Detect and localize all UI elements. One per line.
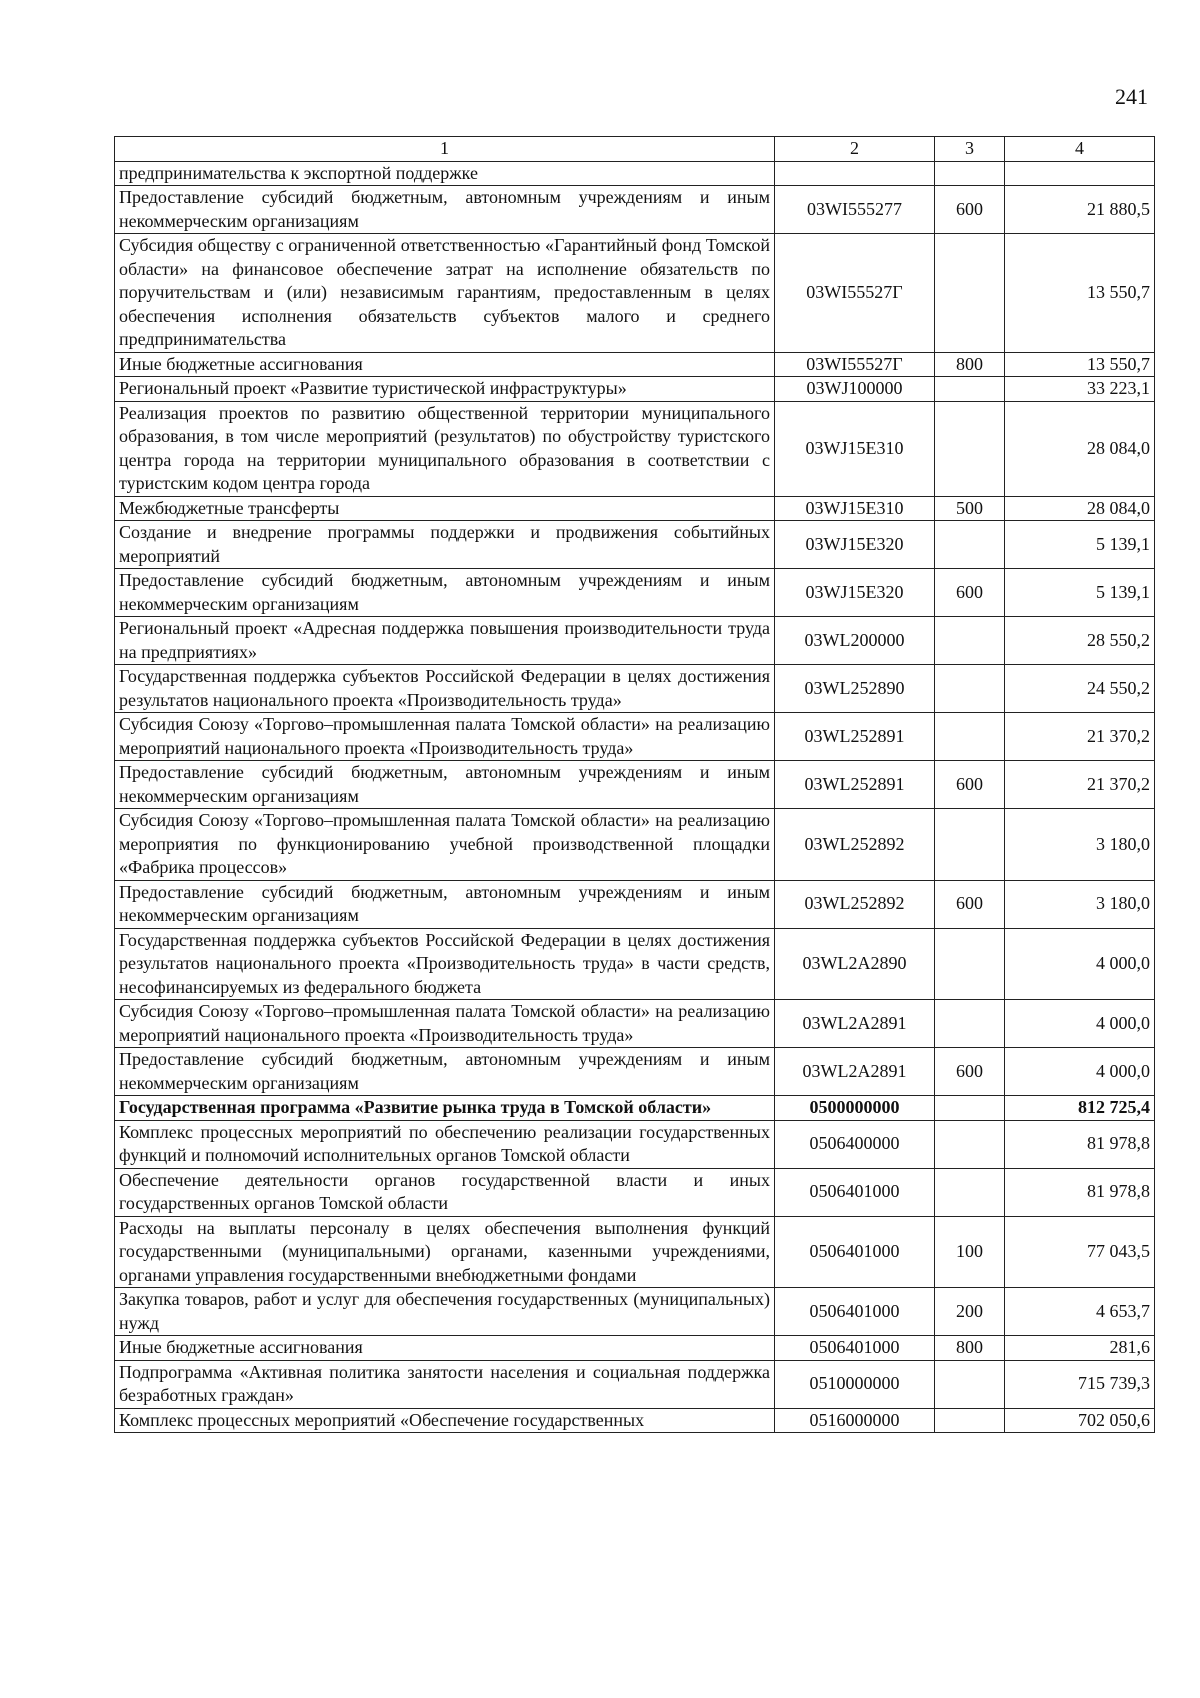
table-row: [115, 1360, 1155, 1408]
row-name-cell: Реализация проектов по развитию общественной территории муниципального образования, в том числе мероприятий (результатов) по обустройству туристского центра города на территории муниципального образования в соответствии с туристским кодом центра города: [115, 401, 775, 496]
row-code-cell: 0506401000: [775, 1216, 935, 1288]
row-type-cell: [935, 1360, 1005, 1408]
row-code-cell: 03WJ15E310: [775, 401, 935, 496]
row-code-cell: 03WL2A2890: [775, 928, 935, 1000]
row-type-cell: [935, 521, 1005, 569]
row-code-cell: 03WL252891: [775, 713, 935, 761]
row-type-cell: [935, 665, 1005, 713]
row-type-cell: [935, 1408, 1005, 1433]
row-code-cell: 0500000000: [775, 1096, 935, 1121]
row-code-cell: 0506401000: [775, 1168, 935, 1216]
table-row: [115, 521, 1155, 569]
row-amount-cell: [1005, 161, 1155, 186]
row-amount-cell: 33 223,1: [1005, 377, 1155, 402]
table-row: [115, 401, 1155, 496]
row-type-cell: 800: [935, 1336, 1005, 1361]
row-type-cell: [935, 161, 1005, 186]
table-row: [115, 1120, 1155, 1168]
budget-table: [114, 136, 1155, 1433]
row-code-cell: 03WL200000: [775, 617, 935, 665]
table-row: [115, 569, 1155, 617]
table-row: [115, 186, 1155, 234]
row-type-cell: [935, 1096, 1005, 1121]
table-header-row: [115, 137, 1155, 162]
page-number: 241: [1115, 84, 1148, 109]
row-code-cell: 0506400000: [775, 1120, 935, 1168]
row-amount-cell: 4 000,0: [1005, 1048, 1155, 1096]
row-name-cell: Закупка товаров, работ и услуг для обеспечения государственных (муниципальных) нужд: [115, 1288, 775, 1336]
header-col-3: 3: [935, 137, 1005, 162]
row-type-cell: 600: [935, 569, 1005, 617]
table-row: [115, 1000, 1155, 1048]
row-type-cell: [935, 617, 1005, 665]
row-amount-cell: 4 000,0: [1005, 1000, 1155, 1048]
table-row: [115, 161, 1155, 186]
row-name-cell: Субсидия Союзу «Торгово–промышленная палата Томской области» на реализацию мероприятий национального проекта «Производительность труда»: [115, 713, 775, 761]
table-row: [115, 1408, 1155, 1433]
row-amount-cell: 3 180,0: [1005, 809, 1155, 881]
row-amount-cell: 4 653,7: [1005, 1288, 1155, 1336]
row-code-cell: 03WJ15E320: [775, 521, 935, 569]
row-name-cell: Комплекс процессных мероприятий «Обеспечение государственных: [115, 1408, 775, 1433]
row-type-cell: [935, 928, 1005, 1000]
row-code-cell: 03WJ100000: [775, 377, 935, 402]
row-name-cell: Предоставление субсидий бюджетным, автономным учреждениям и иным некоммерческим организациям: [115, 880, 775, 928]
header-col-4: 4: [1005, 137, 1155, 162]
row-amount-cell: 13 550,7: [1005, 234, 1155, 353]
table-row: [115, 665, 1155, 713]
table-row: [115, 496, 1155, 521]
row-name-cell: Предоставление субсидий бюджетным, автономным учреждениям и иным некоммерческим организациям: [115, 186, 775, 234]
table-row: [115, 1216, 1155, 1288]
row-code-cell: 03WI55527Г: [775, 234, 935, 353]
row-amount-cell: 28 550,2: [1005, 617, 1155, 665]
row-type-cell: 600: [935, 880, 1005, 928]
row-code-cell: 03WL2A2891: [775, 1000, 935, 1048]
row-name-cell: Предоставление субсидий бюджетным, автономным учреждениям и иным некоммерческим организациям: [115, 1048, 775, 1096]
row-amount-cell: 702 050,6: [1005, 1408, 1155, 1433]
row-type-cell: 100: [935, 1216, 1005, 1288]
row-amount-cell: 28 084,0: [1005, 496, 1155, 521]
row-amount-cell: 28 084,0: [1005, 401, 1155, 496]
row-amount-cell: 281,6: [1005, 1336, 1155, 1361]
row-code-cell: 03WJ15E320: [775, 569, 935, 617]
row-name-cell: предпринимательства к экспортной поддержке: [115, 161, 775, 186]
table-row: [115, 1048, 1155, 1096]
row-code-cell: 03WL2A2891: [775, 1048, 935, 1096]
row-code-cell: 03WL252890: [775, 665, 935, 713]
table-row: [115, 880, 1155, 928]
row-type-cell: 600: [935, 761, 1005, 809]
row-name-cell: Государственная поддержка субъектов Российской Федерации в целях достижения результатов национального проекта «Производительность труда» в части средств, несофинансируемых из федерального бюджета: [115, 928, 775, 1000]
row-amount-cell: 21 370,2: [1005, 713, 1155, 761]
row-type-cell: 600: [935, 1048, 1005, 1096]
row-type-cell: 500: [935, 496, 1005, 521]
row-name-cell: Создание и внедрение программы поддержки и продвижения событийных мероприятий: [115, 521, 775, 569]
row-type-cell: [935, 1120, 1005, 1168]
row-type-cell: [935, 377, 1005, 402]
row-name-cell: Региональный проект «Адресная поддержка повышения производительности труда на предприятиях»: [115, 617, 775, 665]
row-code-cell: 03WL252891: [775, 761, 935, 809]
row-code-cell: 03WL252892: [775, 809, 935, 881]
row-type-cell: 600: [935, 186, 1005, 234]
table-row: [115, 377, 1155, 402]
row-name-cell: Государственная программа «Развитие рынка труда в Томской области»: [115, 1096, 775, 1121]
table-row: [115, 928, 1155, 1000]
table-row: [115, 713, 1155, 761]
row-name-cell: Комплекс процессных мероприятий по обеспечению реализации государственных функций и полномочий исполнительных органов Томской области: [115, 1120, 775, 1168]
row-code-cell: [775, 161, 935, 186]
row-name-cell: Иные бюджетные ассигнования: [115, 352, 775, 377]
table-row: [115, 352, 1155, 377]
row-name-cell: Субсидия Союзу «Торгово–промышленная палата Томской области» на реализацию мероприятия по функционированию учебной производственной площадки «Фабрика процессов»: [115, 809, 775, 881]
row-code-cell: 03WI55527Г: [775, 352, 935, 377]
row-type-cell: 200: [935, 1288, 1005, 1336]
row-name-cell: Предоставление субсидий бюджетным, автономным учреждениям и иным некоммерческим организациям: [115, 569, 775, 617]
row-amount-cell: 812 725,4: [1005, 1096, 1155, 1121]
row-name-cell: Межбюджетные трансферты: [115, 496, 775, 521]
table-row: [115, 234, 1155, 353]
row-name-cell: Субсидия Союзу «Торгово–промышленная палата Томской области» на реализацию мероприятий национального проекта «Производительность труда»: [115, 1000, 775, 1048]
table-row: [115, 1336, 1155, 1361]
row-amount-cell: 81 978,8: [1005, 1168, 1155, 1216]
row-amount-cell: 81 978,8: [1005, 1120, 1155, 1168]
row-type-cell: [935, 401, 1005, 496]
row-type-cell: [935, 1168, 1005, 1216]
row-name-cell: Предоставление субсидий бюджетным, автономным учреждениям и иным некоммерческим организациям: [115, 761, 775, 809]
row-amount-cell: 4 000,0: [1005, 928, 1155, 1000]
row-code-cell: 0506401000: [775, 1336, 935, 1361]
row-type-cell: [935, 1000, 1005, 1048]
row-amount-cell: 21 880,5: [1005, 186, 1155, 234]
table-row: [115, 761, 1155, 809]
row-amount-cell: 77 043,5: [1005, 1216, 1155, 1288]
row-code-cell: 0516000000: [775, 1408, 935, 1433]
row-amount-cell: 3 180,0: [1005, 880, 1155, 928]
row-type-cell: [935, 713, 1005, 761]
row-amount-cell: 13 550,7: [1005, 352, 1155, 377]
row-code-cell: 0506401000: [775, 1288, 935, 1336]
table-row: [115, 809, 1155, 881]
row-amount-cell: 24 550,2: [1005, 665, 1155, 713]
row-name-cell: Государственная поддержка субъектов Российской Федерации в целях достижения результатов национального проекта «Производительность труда»: [115, 665, 775, 713]
table-row: [115, 617, 1155, 665]
table-row: [115, 1168, 1155, 1216]
row-name-cell: Подпрограмма «Активная политика занятости населения и социальная поддержка безработных граждан»: [115, 1360, 775, 1408]
row-amount-cell: 5 139,1: [1005, 521, 1155, 569]
row-name-cell: Иные бюджетные ассигнования: [115, 1336, 775, 1361]
row-type-cell: 800: [935, 352, 1005, 377]
row-amount-cell: 21 370,2: [1005, 761, 1155, 809]
row-name-cell: Региональный проект «Развитие туристической инфраструктуры»: [115, 377, 775, 402]
row-code-cell: 03WL252892: [775, 880, 935, 928]
row-type-cell: [935, 809, 1005, 881]
row-code-cell: 0510000000: [775, 1360, 935, 1408]
row-amount-cell: 715 739,3: [1005, 1360, 1155, 1408]
row-name-cell: Обеспечение деятельности органов государственной власти и иных государственных органов Томской области: [115, 1168, 775, 1216]
row-amount-cell: 5 139,1: [1005, 569, 1155, 617]
row-code-cell: 03WI555277: [775, 186, 935, 234]
row-type-cell: [935, 234, 1005, 353]
table-row: [115, 1096, 1155, 1121]
row-name-cell: Расходы на выплаты персоналу в целях обеспечения выполнения функций государственными (муниципальными) органами, казенными учреждениями, органами управления государственными внебюджетными фондами: [115, 1216, 775, 1288]
row-code-cell: 03WJ15E310: [775, 496, 935, 521]
header-col-1: 1: [115, 137, 775, 162]
table-row: [115, 1288, 1155, 1336]
header-col-2: 2: [775, 137, 935, 162]
row-name-cell: Субсидия обществу с ограниченной ответственностью «Гарантийный фонд Томской области» на финансовое обеспечение затрат на исполнение обязательств по поручительствам и (или) независимым гарантиям, предоставленным в целях обеспечения исполнения обязательств субъектов малого и среднего предпринимательства: [115, 234, 775, 353]
